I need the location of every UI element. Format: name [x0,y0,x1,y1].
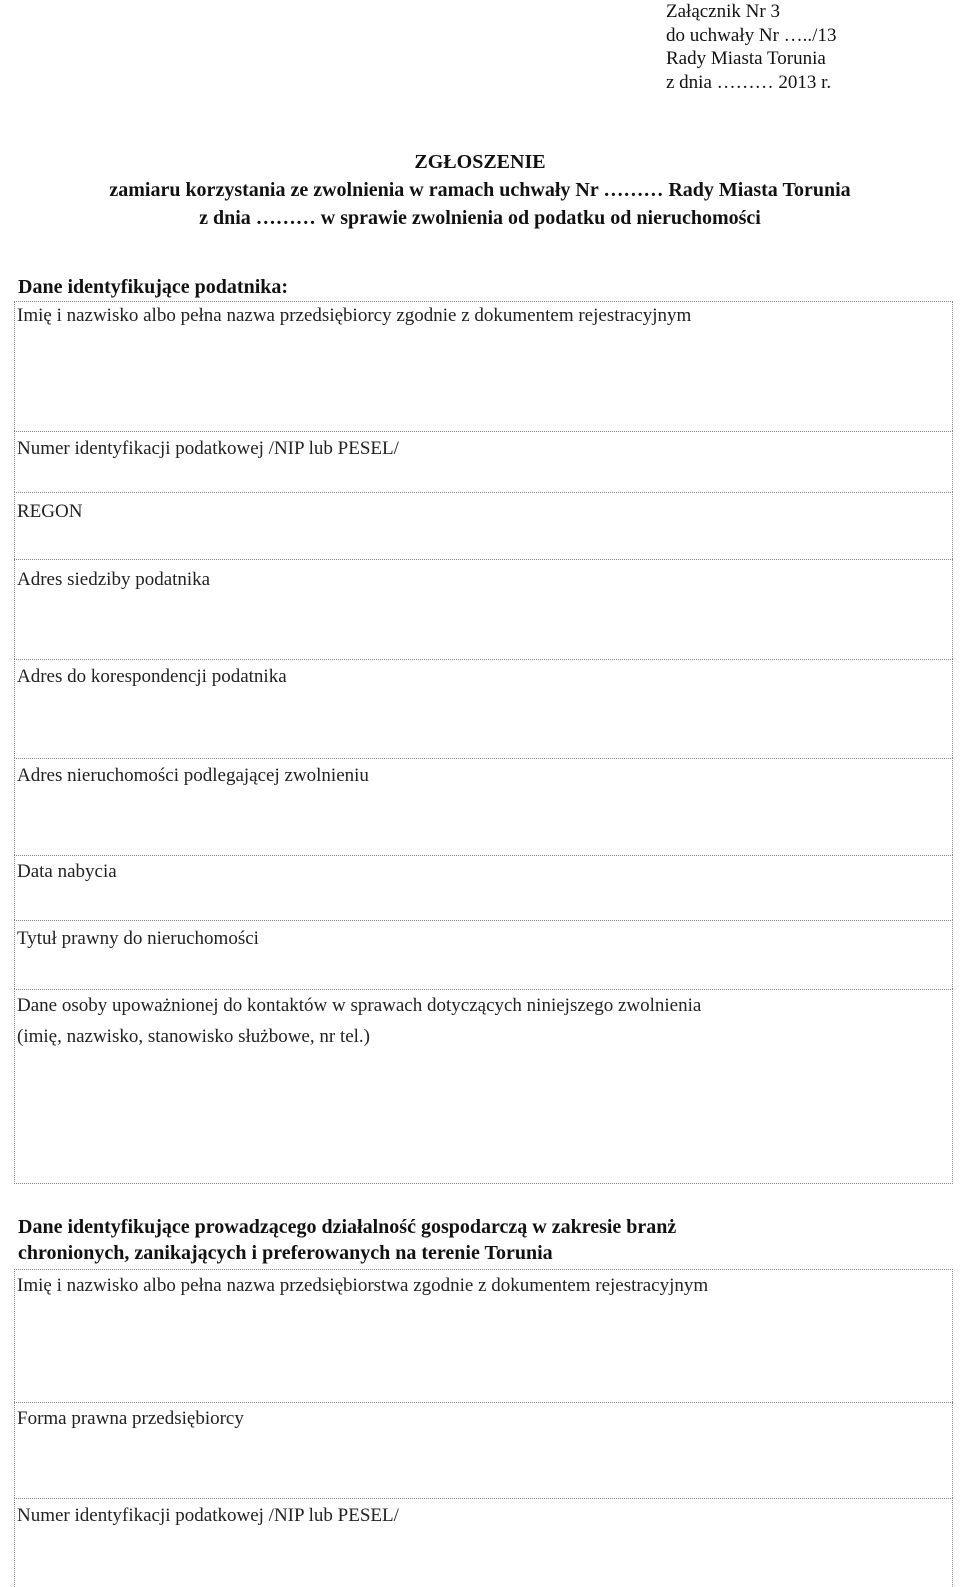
section2-heading-line-1: Dane identyfikujące prowadzącego działalność gospodarczą w zakresie branż [18,1216,677,1238]
field-authorized-contact[interactable] [14,989,953,1184]
field-registered-address[interactable] [14,559,953,659]
field-label: Imię i nazwisko albo pełna nazwa przedsiębiorstwa zgodnie z dokumentem rejestracyjnym [17,1275,709,1296]
title-heading: ZGŁOSZENIE [414,151,546,173]
field-business-name[interactable] [14,1269,953,1402]
annex-line-1: Załącznik Nr 3 [666,1,780,22]
annex-header [666,0,836,94]
form-title [0,148,960,232]
field-label: Data nabycia [17,861,117,882]
field-taxpayer-name[interactable] [14,301,953,431]
section1-heading: Dane identyfikujące podatnika: [18,276,289,298]
field-label: Adres siedziby podatnika [17,569,211,590]
section2-heading-line-2: chronionych, zanikających i preferowanych na terenie Torunia [18,1242,553,1264]
field-regon[interactable] [14,492,953,559]
annex-line-4: z dnia ……… 2013 r. [666,71,832,93]
contact-label-line-2: (imię, nazwisko, stanowisko służbowe, nr tel.) [17,1026,371,1047]
field-business-nip[interactable] [14,1498,953,1587]
field-taxpayer-nip[interactable] [14,431,953,492]
field-label: Numer identyfikacji podatkowej /NIP lub PESEL/ [17,438,399,459]
contact-label-line-1: Dane osoby upoważnionej do kontaktów w sprawach dotyczących niniejszego zwolnienia [17,995,702,1016]
section2-heading [18,1214,676,1266]
field-label: REGON [17,501,83,522]
title-subtitle-1: zamiaru korzystania ze zwolnienia w ramach uchwały Nr ……… Rady Miasta Torunia [109,179,851,201]
annex-line-2: do uchwały Nr …../13 [666,24,837,46]
title-subtitle-2: z dnia ……… w sprawie zwolnienia od podatku od nieruchomości [199,207,761,229]
field-label: Adres nieruchomości podlegającej zwolnieniu [17,765,369,786]
field-label: Adres do korespondencji podatnika [17,666,287,687]
field-legal-form[interactable] [14,1402,953,1498]
field-label: Forma prawna przedsiębiorcy [17,1408,244,1429]
field-property-address[interactable] [14,758,953,855]
annex-line-3: Rady Miasta Torunia [666,48,826,69]
field-legal-title[interactable] [14,920,953,989]
field-label: Tytuł prawny do nieruchomości [17,928,259,949]
field-acquisition-date[interactable] [14,855,953,920]
field-correspondence-address[interactable] [14,659,953,758]
field-label: Numer identyfikacji podatkowej /NIP lub PESEL/ [17,1505,399,1526]
field-label [17,990,701,1052]
field-label: Imię i nazwisko albo pełna nazwa przedsiębiorcy zgodnie z dokumentem rejestracyjnym [17,305,692,326]
